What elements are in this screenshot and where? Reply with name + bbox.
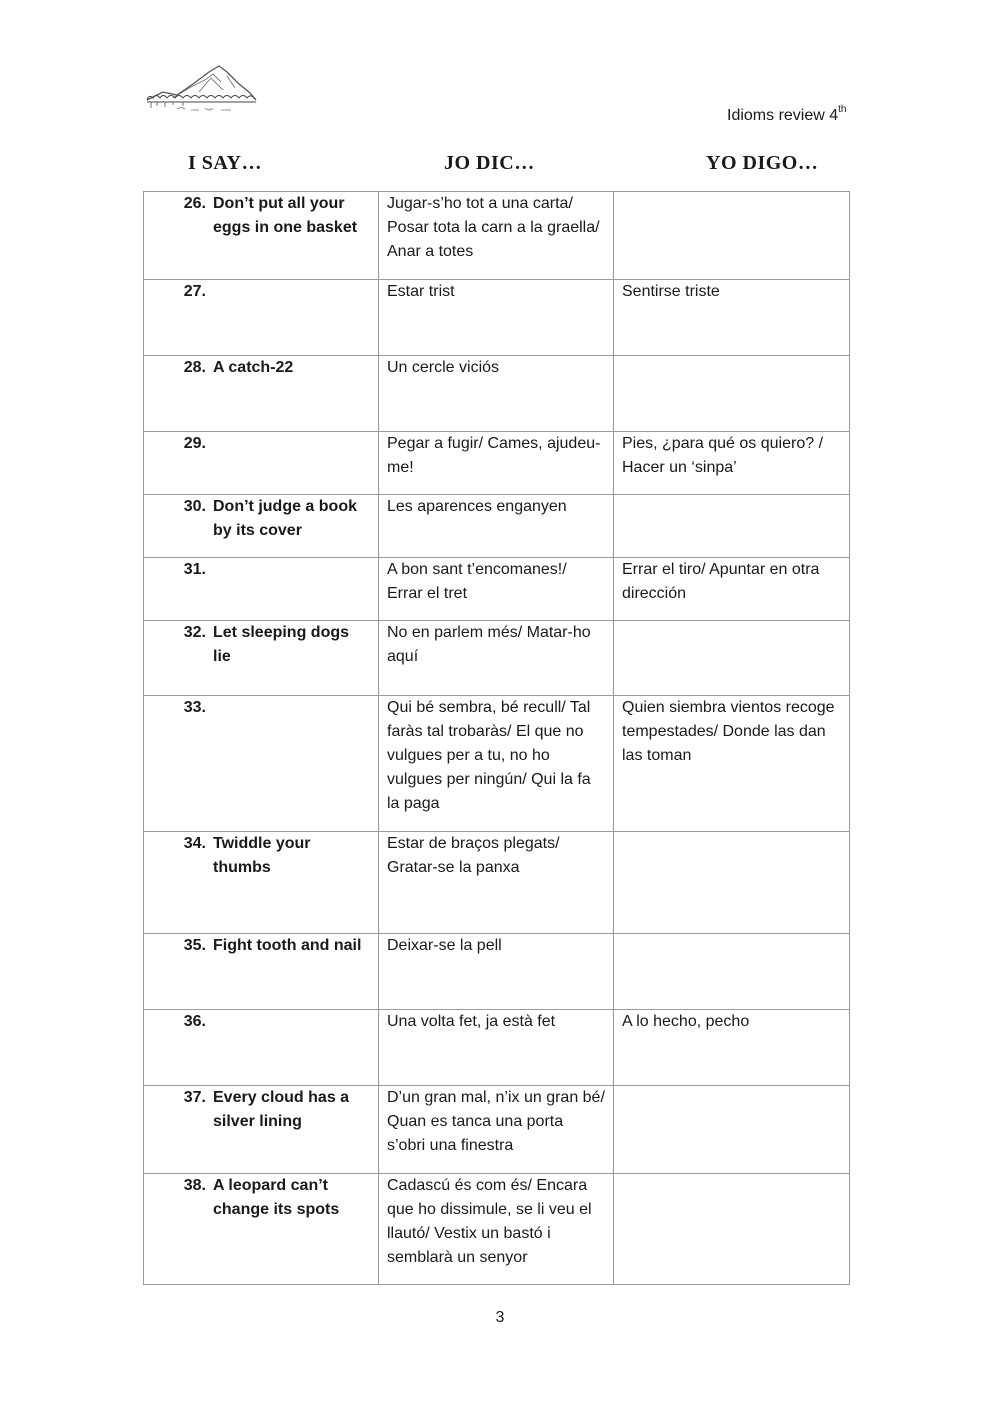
table-row bbox=[144, 356, 850, 432]
spanish-idiom-cell[interactable]: Quien siembra vientos recoge tempestades/ Donde las dan las toman bbox=[614, 696, 850, 832]
english-idiom bbox=[213, 696, 370, 720]
column-header-spanish: YO DIGO… bbox=[706, 152, 819, 174]
catalan-idiom-cell[interactable]: No en parlem més/ Matar-ho aquí bbox=[379, 621, 614, 696]
table-row bbox=[144, 192, 850, 280]
english-idiom-cell[interactable] bbox=[144, 356, 379, 432]
catalan-idiom-cell[interactable]: Una volta fet, ja està fet bbox=[379, 1010, 614, 1086]
english-idiom-cell[interactable] bbox=[144, 1010, 379, 1086]
english-idiom-cell[interactable] bbox=[144, 696, 379, 832]
spanish-idiom-cell[interactable] bbox=[614, 832, 850, 934]
idiom-number: 27. bbox=[183, 283, 206, 300]
catalan-idiom-cell[interactable]: Estar de braços plegats/ Gratar-se la panxa bbox=[379, 832, 614, 934]
spanish-idiom-cell[interactable] bbox=[614, 495, 850, 558]
english-idiom bbox=[213, 432, 370, 456]
english-idiom: Every cloud has a silver lining bbox=[213, 1089, 350, 1130]
english-idiom-cell[interactable] bbox=[144, 558, 379, 621]
english-idiom-cell[interactable] bbox=[144, 832, 379, 934]
spanish-idiom-cell[interactable] bbox=[614, 356, 850, 432]
english-idiom: Don’t judge a book by its cover bbox=[213, 498, 357, 539]
page-number: 3 bbox=[495, 1309, 505, 1326]
spanish-idiom-cell[interactable]: Sentirse triste bbox=[614, 280, 850, 356]
catalan-idiom-cell[interactable]: Cadascú és com és/ Encara que ho dissimule, se li veu el llautó/ Vestix un bastó i semblarà un senyor bbox=[379, 1174, 614, 1285]
table-row bbox=[144, 832, 850, 934]
spanish-idiom-cell[interactable] bbox=[614, 192, 850, 280]
idiom-number: 33. bbox=[183, 699, 206, 716]
catalan-idiom-cell[interactable]: Deixar-se la pell bbox=[379, 934, 614, 1010]
table-row bbox=[144, 558, 850, 621]
spanish-idiom-cell[interactable] bbox=[614, 621, 850, 696]
english-idiom-cell[interactable] bbox=[144, 432, 379, 495]
table-row bbox=[144, 1174, 850, 1285]
table-row bbox=[144, 1086, 850, 1174]
idiom-number: 38. bbox=[183, 1177, 206, 1194]
idiom-number: 29. bbox=[183, 435, 206, 452]
idiom-number: 32. bbox=[183, 624, 206, 641]
english-idiom: Fight tooth and nail bbox=[213, 937, 362, 954]
table-row bbox=[144, 280, 850, 356]
english-idiom bbox=[213, 280, 370, 304]
english-idiom-cell[interactable] bbox=[144, 621, 379, 696]
idiom-number: 36. bbox=[183, 1013, 206, 1030]
table-row bbox=[144, 934, 850, 1010]
idiom-number: 26. bbox=[183, 195, 206, 212]
column-header-catalan: JO DIC… bbox=[444, 152, 535, 174]
english-idiom bbox=[213, 1010, 370, 1034]
catalan-idiom-cell[interactable]: Un cercle viciós bbox=[379, 356, 614, 432]
table-row bbox=[144, 495, 850, 558]
spanish-idiom-cell[interactable]: A lo hecho, pecho bbox=[614, 1010, 850, 1086]
catalan-idiom-cell[interactable]: Estar trist bbox=[379, 280, 614, 356]
idiom-number: 35. bbox=[183, 937, 206, 954]
worksheet-title: Idioms review 4th bbox=[727, 104, 847, 124]
english-idiom: A leopard can’t change its spots bbox=[213, 1177, 340, 1218]
english-idiom-cell[interactable] bbox=[144, 934, 379, 1010]
idiom-number: 28. bbox=[183, 359, 206, 376]
english-idiom-cell[interactable] bbox=[144, 1174, 379, 1285]
catalan-idiom-cell[interactable]: Jugar-s’ho tot a una carta/ Posar tota la carn a la graella/ Anar a totes bbox=[379, 192, 614, 280]
catalan-idiom-cell[interactable]: Les aparences enganyen bbox=[379, 495, 614, 558]
english-idiom: A catch-22 bbox=[213, 359, 294, 376]
idioms-table bbox=[143, 191, 850, 1285]
idiom-number: 34. bbox=[183, 835, 206, 852]
english-idiom: Twiddle your thumbs bbox=[213, 835, 311, 876]
english-idiom-cell[interactable] bbox=[144, 280, 379, 356]
idiom-number: 30. bbox=[183, 498, 206, 515]
english-idiom-cell[interactable] bbox=[144, 495, 379, 558]
table-row bbox=[144, 432, 850, 495]
catalan-idiom-cell[interactable]: Qui bé sembra, bé recull/ Tal faràs tal trobaràs/ El que no vulgues per a tu, no ho vulgues per ningún/ Qui la fa la paga bbox=[379, 696, 614, 832]
english-idiom-cell[interactable] bbox=[144, 1086, 379, 1174]
column-header-english: I SAY… bbox=[188, 152, 262, 174]
table-row bbox=[144, 621, 850, 696]
spanish-idiom-cell[interactable] bbox=[614, 1174, 850, 1285]
english-idiom-cell[interactable] bbox=[144, 192, 379, 280]
idiom-number: 31. bbox=[183, 561, 206, 578]
school-logo bbox=[143, 62, 259, 118]
spanish-idiom-cell[interactable] bbox=[614, 934, 850, 1010]
table-row bbox=[144, 696, 850, 832]
catalan-idiom-cell[interactable]: D’un gran mal, n’ix un gran bé/ Quan es tanca una porta s’obri una finestra bbox=[379, 1086, 614, 1174]
idiom-number: 37. bbox=[183, 1089, 206, 1106]
english-idiom bbox=[213, 558, 370, 582]
catalan-idiom-cell[interactable]: A bon sant t’encomanes!/ Errar el tret bbox=[379, 558, 614, 621]
english-idiom: Let sleeping dogs lie bbox=[213, 624, 350, 665]
table-row bbox=[144, 1010, 850, 1086]
catalan-idiom-cell[interactable]: Pegar a fugir/ Cames, ajudeu-me! bbox=[379, 432, 614, 495]
english-idiom: Don’t put all your eggs in one basket bbox=[213, 195, 358, 236]
spanish-idiom-cell[interactable]: Errar el tiro/ Apuntar en otra dirección bbox=[614, 558, 850, 621]
spanish-idiom-cell[interactable] bbox=[614, 1086, 850, 1174]
spanish-idiom-cell[interactable]: Pies, ¿para qué os quiero? / Hacer un ‘sinpa’ bbox=[614, 432, 850, 495]
